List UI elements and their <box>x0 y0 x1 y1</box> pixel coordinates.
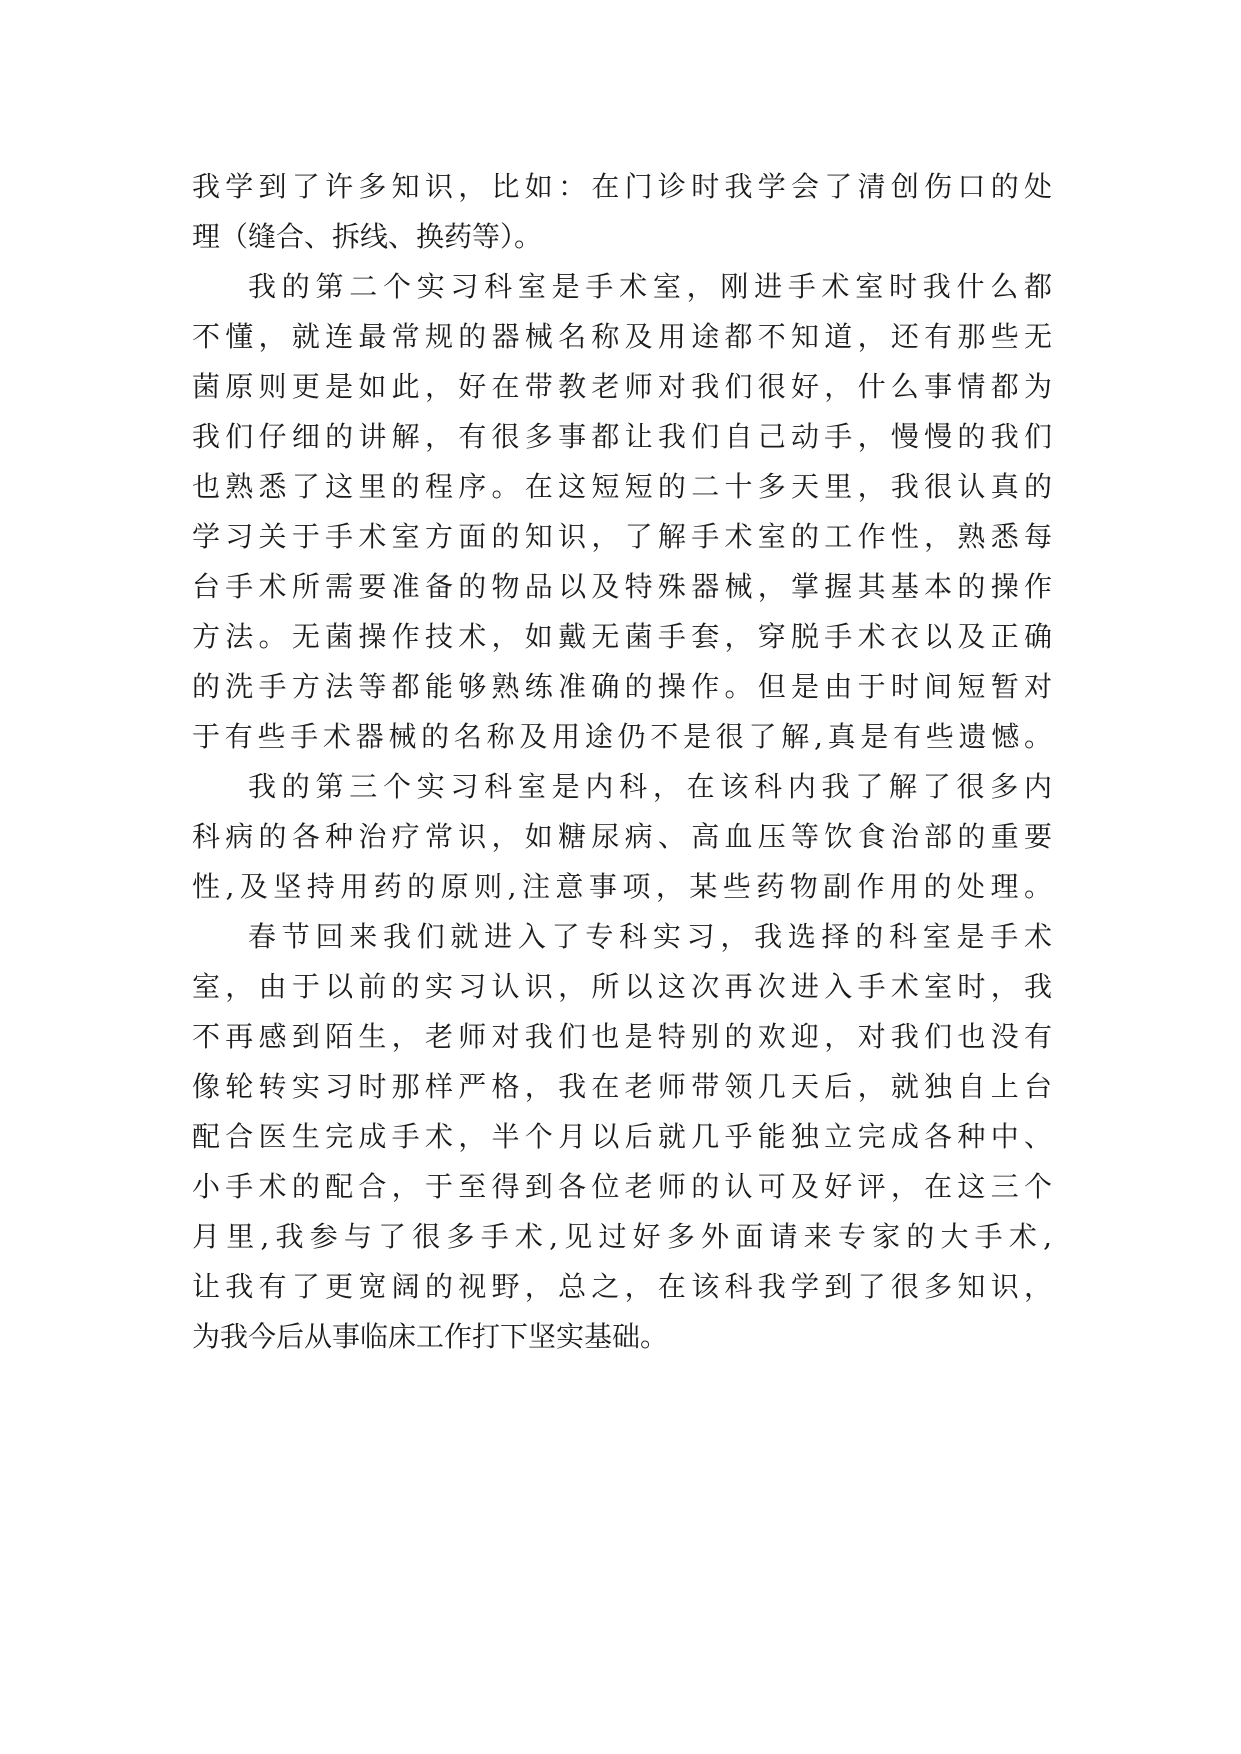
paragraph-2 <box>192 262 1052 762</box>
text-line: 我学到了许多知识，比如：在门诊时我学会了清创伤口的处 <box>192 170 1052 203</box>
paragraph-4 <box>192 912 1052 1362</box>
paragraph-1 <box>192 162 1052 262</box>
text-line: 菌原则更是如此，好在带教老师对我们很好，什么事情都为 <box>192 370 1052 403</box>
text-line: 的洗手方法等都能够熟练准确的操作。但是由于时间短暂对 <box>192 670 1052 703</box>
text-line: 为我今后从事临床工作打下坚实基础。 <box>192 1320 669 1353</box>
text-line: 我们仔细的讲解，有很多事都让我们自己动手，慢慢的我们 <box>192 420 1052 453</box>
text-line: 于有些手术器械的名称及用途仍不是很了解,真是有些遗憾。 <box>192 720 1052 753</box>
text-line: 我的第三个实习科室是内科，在该科内我了解了很多内 <box>248 770 1052 803</box>
paragraph-3 <box>192 762 1052 912</box>
text-line: 像轮转实习时那样严格，我在老师带领几天后，就独自上台 <box>192 1070 1052 1103</box>
text-line: 方法。无菌操作技术，如戴无菌手套，穿脱手术衣以及正确 <box>192 620 1052 653</box>
text-line: 也熟悉了这里的程序。在这短短的二十多天里，我很认真的 <box>192 470 1052 503</box>
text-line: 配合医生完成手术，半个月以后就几乎能独立完成各种中、 <box>192 1120 1052 1153</box>
text-line: 理（缝合、拆线、换药等）。 <box>192 220 543 253</box>
text-line: 让我有了更宽阔的视野，总之，在该科我学到了很多知识， <box>192 1270 1052 1303</box>
text-line: 室，由于以前的实习认识，所以这次再次进入手术室时，我 <box>192 970 1052 1003</box>
text-line: 小手术的配合，于至得到各位老师的认可及好评，在这三个 <box>192 1170 1052 1203</box>
text-line: 不懂，就连最常规的器械名称及用途都不知道，还有那些无 <box>192 320 1052 353</box>
text-line: 春节回来我们就进入了专科实习，我选择的科室是手术 <box>248 920 1052 953</box>
text-line: 不再感到陌生，老师对我们也是特别的欢迎，对我们也没有 <box>192 1020 1052 1053</box>
text-line: 性,及坚持用药的原则,注意事项，某些药物副作用的处理。 <box>192 870 1052 903</box>
text-line: 月里,我参与了很多手术,见过好多外面请来专家的大手术, <box>192 1220 1052 1253</box>
text-line: 台手术所需要准备的物品以及特殊器械，掌握其基本的操作 <box>192 570 1052 603</box>
body-text <box>192 162 1052 1362</box>
text-line: 我的第二个实习科室是手术室，刚进手术室时我什么都 <box>248 270 1052 303</box>
text-line: 科病的各种治疗常识，如糖尿病、高血压等饮食治部的重要 <box>192 820 1052 853</box>
text-line: 学习关于手术室方面的知识，了解手术室的工作性，熟悉每 <box>192 520 1052 553</box>
